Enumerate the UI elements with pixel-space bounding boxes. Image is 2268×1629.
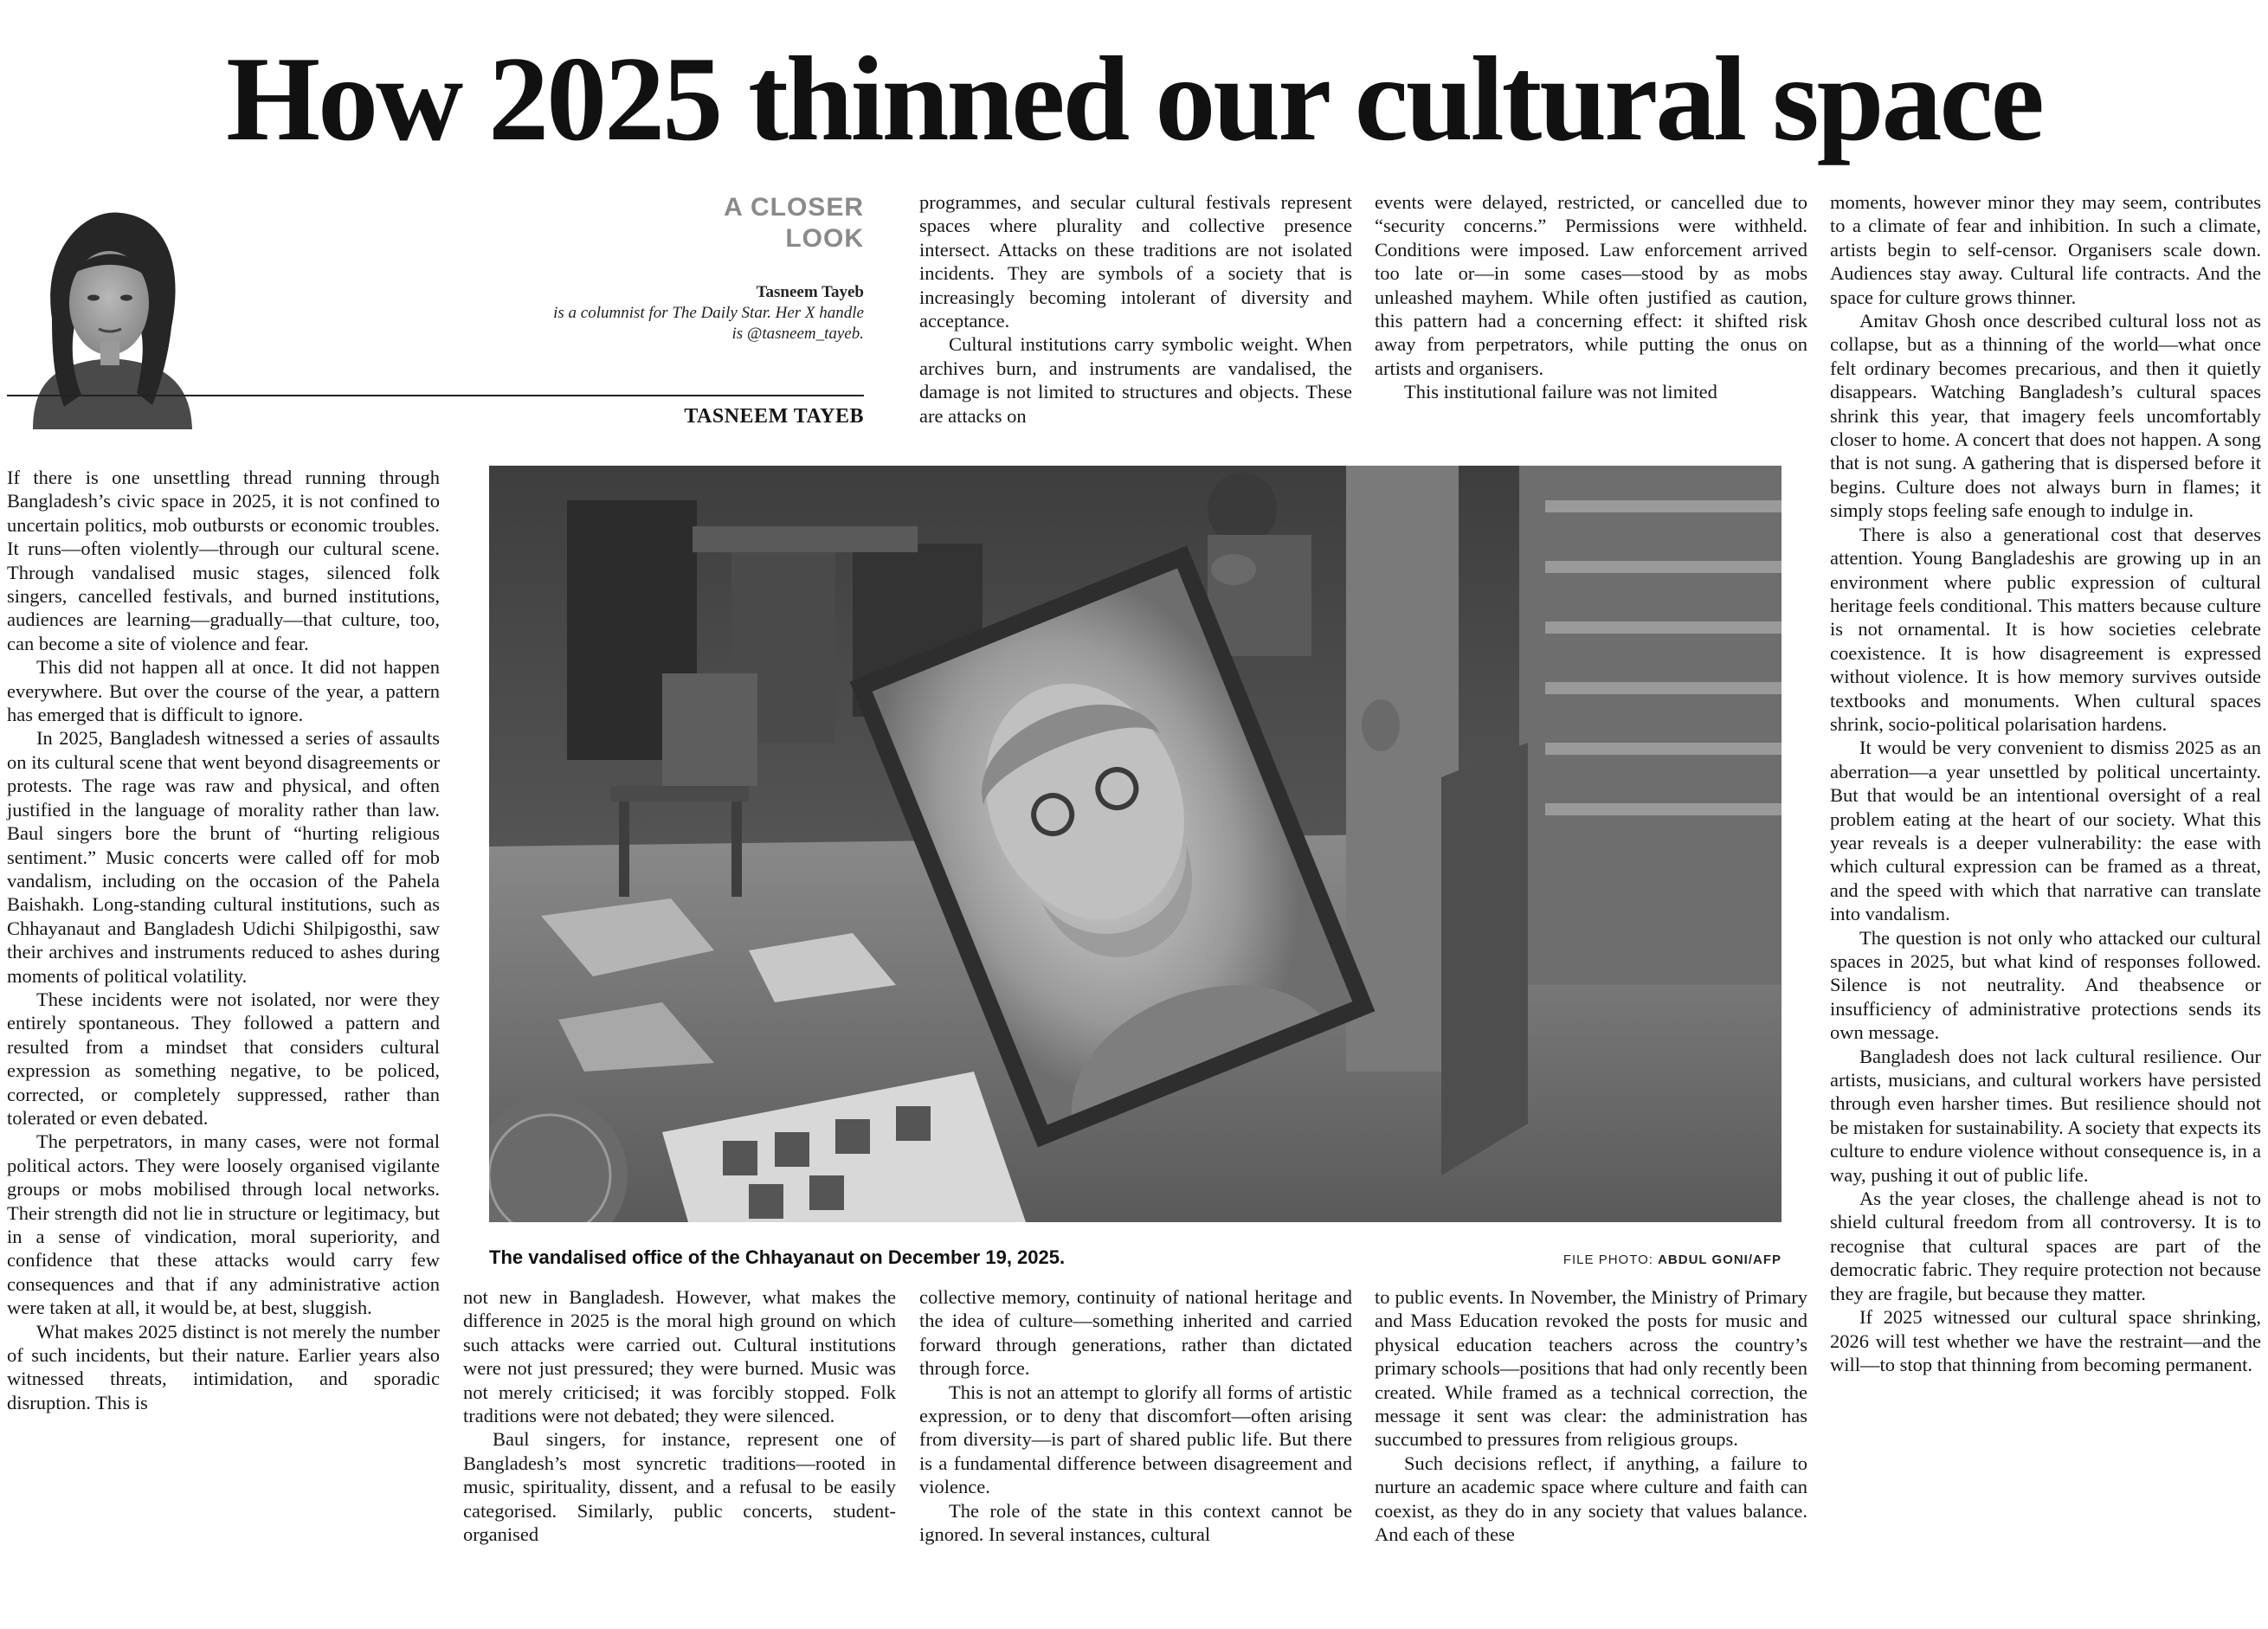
- author-signature: TASNEEM TAYEB: [684, 405, 864, 428]
- paragraph: to public events. In November, the Ministry of Primary and Mass Education revoked the posts for music and physical education teachers across the country’s primary schools—positions that had only recently been created. While framed as a technical correction, the message it sent was clear: the administration has succumbed to pressures from religious groups.: [1375, 1286, 1807, 1451]
- paragraph: Baul singers, for instance, represent one of Bangladesh’s most syncretic traditions—rooted in music, spirituality, dissent, and a refusal to be easily categorised. Similarly, public concerts, student-organised: [463, 1428, 896, 1546]
- paragraph: In 2025, Bangladesh witnessed a series of assaults on its cultural scene that went beyond disagreements or protests. The rage was raw and physical, and often justified in the language of morality rather than law. Baul singers bore the brunt of “hurting religious sentiment.” Music concerts were called off for mob vandalism, including on the occasion of the Pahela Baishakh. Long-standing cultural institutions, such as Chhayanaut and Bangladesh Udichi Shilpigosthi, saw their archives and instruments reduced to ashes during moments of political volatility.: [7, 727, 440, 987]
- paragraph: What makes 2025 distinct is not merely the number of such incidents, but their nature. Earlier years also witnessed threats, intimidation, and sporadic disruption. This is: [7, 1320, 440, 1413]
- paragraph: Cultural institutions carry symbolic weight. When archives burn, and instruments are vandalised, the damage is not limited to structures and objects. These are attacks on: [919, 333, 1352, 427]
- paragraph: This did not happen all at once. It did not happen everywhere. But over the course of the year, a pattern has emerged that is difficult to ignore.: [7, 656, 440, 726]
- paragraph: Such decisions reflect, if anything, a failure to nurture an academic space where culture and faith can coexist, as they do in any society that values balance. And each of these: [1375, 1452, 1807, 1546]
- article-column-3-top: [919, 190, 1352, 428]
- photo-credit: [1515, 1252, 1782, 1267]
- headline: How 2025 thinned our cultural space: [226, 32, 2042, 166]
- paragraph: This institutional failure was not limited: [1404, 381, 1717, 403]
- article-column-5: [1830, 190, 2261, 1376]
- paragraph: Bangladesh does not lack cultural resilience. Our artists, musicians, and cultural workers have persisted through even harsher times. But resilience should not be mistaken for sustainability. A society that expects its culture to endure violence without consequence is, in a way, pushing it out of public life.: [1830, 1045, 2261, 1186]
- paragraph: The perpetrators, in many cases, were not formal political actors. They were loosely organised vigilante groups or mobs mobilised through local networks. Their strength did not lie in structure or legitimacy, but in a sense of vindication, moral superiority, and confidence that these attacks would carry few consequences and that if any administrative action were taken at all, it would be, at best, sluggish.: [7, 1130, 440, 1319]
- paragraph: The question is not only who attacked our cultural spaces in 2025, but what kind of responses followed. Silence is not neutrality. And theabsence or insufficiency of administrative protections sends its own message.: [1830, 926, 2261, 1044]
- paragraph: collective memory, continuity of national heritage and the idea of culture—something inherited and carried forward through generations, rather than dictated through force.: [919, 1286, 1352, 1380]
- paragraph: There is also a generational cost that deserves attention. Young Bangladeshis are growing up in an environment where public expression of cultural heritage feels conditional. This matters because culture is not ornamental. It is how societies celebrate coexistence. It is how disagreement is expressed without violence. It is how memory survives outside textbooks and monuments. When cultural spaces shrink, socio-political polarisation hardens.: [1830, 523, 2261, 735]
- article-column-1: [7, 466, 440, 1414]
- paragraph: Amitav Ghosh once described cultural loss not as collapse, but as a thinning of the world—what once felt ordinary becomes precarious, and then it quietly disappears. Watching Bangladesh’s cultural spaces shrink this year, that imagery feels uncomfortably closer to home. A concert that does not happen. A song that is not sung. A gathering that is dispersed before it begins. Culture does not always burn in flames; it simply stops feeling safe enough to indulge in.: [1830, 310, 2261, 522]
- article-column-4-top: [1375, 190, 1807, 404]
- photo-caption: The vandalised office of the Chhayanaut on December 19, 2025.: [489, 1246, 1066, 1268]
- kicker-line-1: A CLOSER: [724, 193, 864, 222]
- paragraph: It would be very convenient to dismiss 2025 as an aberration—a year unsettled by political uncertainty. But that would be an intentional oversight of a real problem eating at the heart of our society. What this year reveals is a deeper vulnerability: the ease with which cultural expression can be framed as a threat, and the speed with which that narrative can translate into vandalism.: [1830, 737, 2261, 925]
- photo-credit-prefix: FILE PHOTO:: [1562, 1252, 1659, 1267]
- paragraph: If there is one unsettling thread running through Bangladesh’s civic space in 2025, it is not confined to uncertain politics, mob outbursts or economic troubles. It runs—often violently—through our cultural scene. Through vandalised music stages, silenced folk singers, cancelled festivals, and burned institutions, audiences are learning—gradually—that culture, too, can become a site of violence and fear.: [7, 467, 440, 654]
- article-column-3-bottom: [919, 1285, 1352, 1546]
- news-photo: [489, 466, 1782, 1222]
- paragraph: moments, however minor they may seem, contributes to a climate of fear and inhibition. In such a climate, artists begin to self-censor. Organisers scale down. Audiences stay away. Cultural life contracts. And the space for culture grows thinner.: [1830, 191, 2261, 308]
- paragraph: These incidents were not isolated, nor were they entirely spontaneous. They followed a pattern and resulted from a mindset that considers cultural expression as something negative, to be policed, corrected, or completely suppressed, rather than tolerated or even debated.: [7, 988, 440, 1129]
- column-kicker: [724, 192, 864, 254]
- paragraph: The role of the state in this context cannot be ignored. In several instances, cultural: [919, 1499, 1352, 1546]
- author-note: [552, 282, 864, 344]
- paragraph: programmes, and secular cultural festivals represent spaces where plurality and collective presence intersect. Attacks on these traditions are not isolated incidents. They are symbols of a society that is increasingly becoming intolerant of diversity and acceptance.: [919, 191, 1352, 332]
- paragraph: This is not an attempt to glorify all forms of artistic expression, or to deny that discomfort—often arising from diversity—is part of shared public life. But there is a fundamental difference between disagreement and violence.: [919, 1381, 1352, 1498]
- divider: [7, 395, 864, 396]
- kicker-line-2: LOOK: [785, 224, 864, 253]
- photo-credit-name: ABDUL GONI/AFP: [1658, 1252, 1782, 1267]
- paragraph: events were delayed, restricted, or cancelled due to “security concerns.” Permissions were withheld. Conditions were imposed. Law enforcement arrived too late or—in some cases—stood by as mobs unleashed mayhem. While often justified as caution, this pattern had a concerning effect: it shifted risk away from perpetrators, while putting the onus on artists and organisers.: [1375, 191, 1807, 379]
- article-column-2: [463, 1285, 896, 1546]
- paragraph: As the year closes, the challenge ahead is not to shield cultural freedom from all controversy. It is to recognise that cultural spaces are part of the democratic fabric. They require protection not because they are fragile, but because they matter.: [1830, 1188, 2261, 1304]
- author-name: Tasneem Tayeb: [756, 283, 864, 301]
- paragraph: not new in Bangladesh. However, what makes the difference in 2025 is the moral high ground on which such attacks were carried out. Cultural institutions were not just pressured; they were burned. Music was not merely criticised; it was forcibly stopped. Folk traditions were not debated; they were silenced.: [463, 1286, 896, 1427]
- author-portrait: [7, 189, 215, 429]
- author-description: is a columnist for The Daily Star. Her X handle is @tasneem_tayeb.: [553, 304, 864, 343]
- article-column-4-bottom: [1375, 1285, 1807, 1546]
- paragraph: If 2025 witnessed our cultural space shrinking, 2026 will test whether we have the restraint—and the will—to stop that thinning from becoming permanent.: [1830, 1306, 2261, 1375]
- byline-block: [7, 189, 864, 429]
